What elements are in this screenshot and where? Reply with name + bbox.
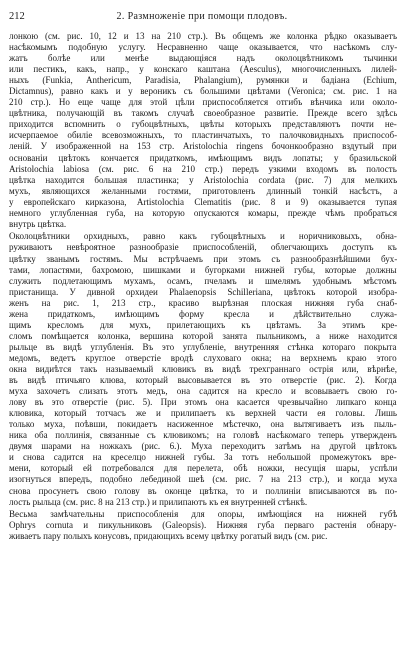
text-line: въ видѣ птичьяго клюва, который высовывается въ это отверстiе (рис. 2). Когда <box>9 375 397 386</box>
text-line: лову въ это отверстiе (рис. 5). При этомъ она касается чрезвычайно липкаго конца <box>9 397 397 408</box>
text-line: только муха, поѣвши, покидаетъ насиженное мѣстечко, она вытягиваетъ изъ пыль- <box>9 419 397 430</box>
text-line: мени, который ей потребовался для перелета, обѣ ножки, несущiя шары, успѣли <box>9 463 397 474</box>
text-line: немного углубленная губа, на которую опускаются комары, прежде чѣмъ пробраться <box>9 207 397 218</box>
text-line: лонкою (см. рис. 10, 12 и 13 на 210 стр.). Въ общемъ же колонка рѣдко оказываетъ <box>9 31 397 41</box>
text-line: внутрь цвѣтка. <box>9 218 67 229</box>
text-line: основанiи цвѣтокъ кончается придаткомъ, имѣющимъ видъ лопаты; у бразильской <box>9 152 397 163</box>
text-line: жатъ болѣе или менѣе выдающiяся надъ околоцвѣтникомъ тычинки <box>9 53 397 64</box>
text-line: ныхъ (Funkia, Anthericum, Paradisia, Phalangium), румянки и бадiана (Echium, <box>9 75 397 86</box>
text-line: руживаютъ невѣроятное разнообразiе приспособленiй, облегчающихъ доступъ къ <box>9 242 397 253</box>
page-header <box>9 9 395 25</box>
text-line: исчерпаемое обилiе всевозможныхъ, то пластинчатыхъ, то палочковидныхъ приспособ- <box>9 130 397 141</box>
text-line: Aristolochia labiosa (см. рис. 6 на 210 стр.) передъ узкими входомъ въ полость <box>9 163 397 174</box>
text-line: Околоцвѣтники орхидныхъ, равно какъ губоцвѣтныхъ и норичниковыхъ, обна- <box>9 231 397 242</box>
text-line: мухъ, являющихся желанными гостями, приготовленъ длинный тонкiй насѣстъ, а <box>9 185 397 196</box>
text-line: лость рыльца (см. рис. 8 на 213 стр.) и прилипаютъ къ ея внутренней стѣнкѣ. <box>9 496 308 507</box>
text-line: ленiй. У изображенной на 153 стр. Aristolochia ringens бочонкообразно вздутый при <box>9 141 397 152</box>
text-line: служить подлетающимъ мухамъ, осамъ, пчеламъ и шмелямъ удобнымъ мѣстомъ <box>9 275 397 286</box>
text-line: 210 стр.). Но еще чаще для этой цѣли приспособляется отгибъ вѣнчика или около- <box>9 97 397 108</box>
text-line: живаетъ пару полыхъ конусовъ, придающихъ всему цвѣтку рогатый видъ (см. рис. <box>9 531 328 542</box>
text-line: Dictamnus), равно какъ и у вероникъ съ большими цвѣтами (Veronica; см. рис. 1 на <box>9 86 397 97</box>
text-line: щимъ кресломъ для мухъ, прилетающихъ къ цвѣтамъ. За этимъ кре- <box>9 319 397 330</box>
text-line: женъ на рис. 1, 213 стр., красиво вырѣзная плоская нижняя губа снаб- <box>9 297 397 308</box>
text-line: и снова садится на креселцо нижней губы. За тотъ небольшой промежутокъ вре- <box>9 452 397 463</box>
text-line: цвѣтку званымъ гостямъ. Мы встрѣчаемъ при этомъ съ разнообразнѣйшими бух- <box>9 253 397 264</box>
paragraph <box>9 231 397 507</box>
text-line: сломъ помѣщается колонка, вершина которой занята пыльникомъ, а ниже находится <box>9 330 397 341</box>
text-line: цвѣтника, получающiй въ такомъ случаѣ своеобразное развитiе. Прежде всего здѣсь <box>9 108 397 119</box>
paragraph <box>9 31 397 230</box>
text-line: приходится вспомнить о губоцвѣтныхъ, цвѣты которыхъ представляютъ почти не- <box>9 119 397 130</box>
text-line: Ophrys cornuta и пикульниковъ (Galeopsis). Нижняя губа перваго растенiя обнару- <box>9 520 397 531</box>
text-line: или пестикъ, какъ, напр., у конскаго каштана (Aesculus), многочисленныхъ лилей- <box>9 64 397 75</box>
text-line: рыльце въ видѣ углубленiя. Въ это углубленiе, внутренняя стѣнка котораго покрыта <box>9 341 397 352</box>
body-text <box>9 31 397 542</box>
text-line: снова просунетъ свою голову въ оконце цвѣтка, то и поллинiи вписываются въ по- <box>9 485 397 496</box>
text-line: насѣкомымъ подобную услугу. Несравненно чаще оказывается, что насѣкомъ слу- <box>9 42 397 53</box>
text-line: изогнуться впередъ, подобно лебединой шеѣ (см. рис. 7 на 213 стр.), и когда муха <box>9 474 397 485</box>
text-line: ника оба поллинiя, связанные съ клювикомъ; на головѣ насѣкомаго теперь утвержденъ <box>9 430 397 441</box>
text-line: пристанища. У дивной орхидеи Phalaenopsis Schilleriana, цвѣтокъ которой изобра- <box>9 286 397 297</box>
text-line: Весьма замѣчательны приспособленiя для опоры, имѣющiяся на нижней губѣ <box>9 509 397 520</box>
text-line: жена придаткомъ, имѣющимъ форму кресла и дѣйствительно служа- <box>9 308 397 319</box>
text-line: цвѣтка находится большая пластинка; у Aristolochia cordata (рис. 7) для мелкихъ <box>9 174 397 185</box>
text-line: окна видиѣтся такъ называемый клювикъ въ видѣ трехграннаго острiя или, вѣрнѣе, <box>9 364 397 374</box>
text-line: муха захочетъ слизать этотъ медъ, она садится на кресло и всовываетъ свою го- <box>9 386 397 397</box>
text-line: у европейскаго кирказона, Artistolochia Clematitis (рис. 8 и 9) оказывается тупая <box>9 196 397 207</box>
page-number: 212 <box>9 11 25 22</box>
text-line: двумя шарами на ножкахъ (рис. 6.). Муха переходитъ затѣмъ на другой цвѣтокъ <box>9 441 397 452</box>
text-line: медомъ, ведетъ круглое отверстiе вродѣ слуховаго окна; на верхнемъ краю этого <box>9 352 397 363</box>
text-line: клювика, который тотчасъ же и прилипаетъ къ верхней части ея головы. Лишь <box>9 408 397 419</box>
text-line: тами, лопастями, бахромою, шишками и бугорками нижней губы, которые должны <box>9 264 397 275</box>
paragraph <box>9 509 397 542</box>
running-head: 2. Размноженiе при помощи плодовъ. <box>116 11 288 22</box>
